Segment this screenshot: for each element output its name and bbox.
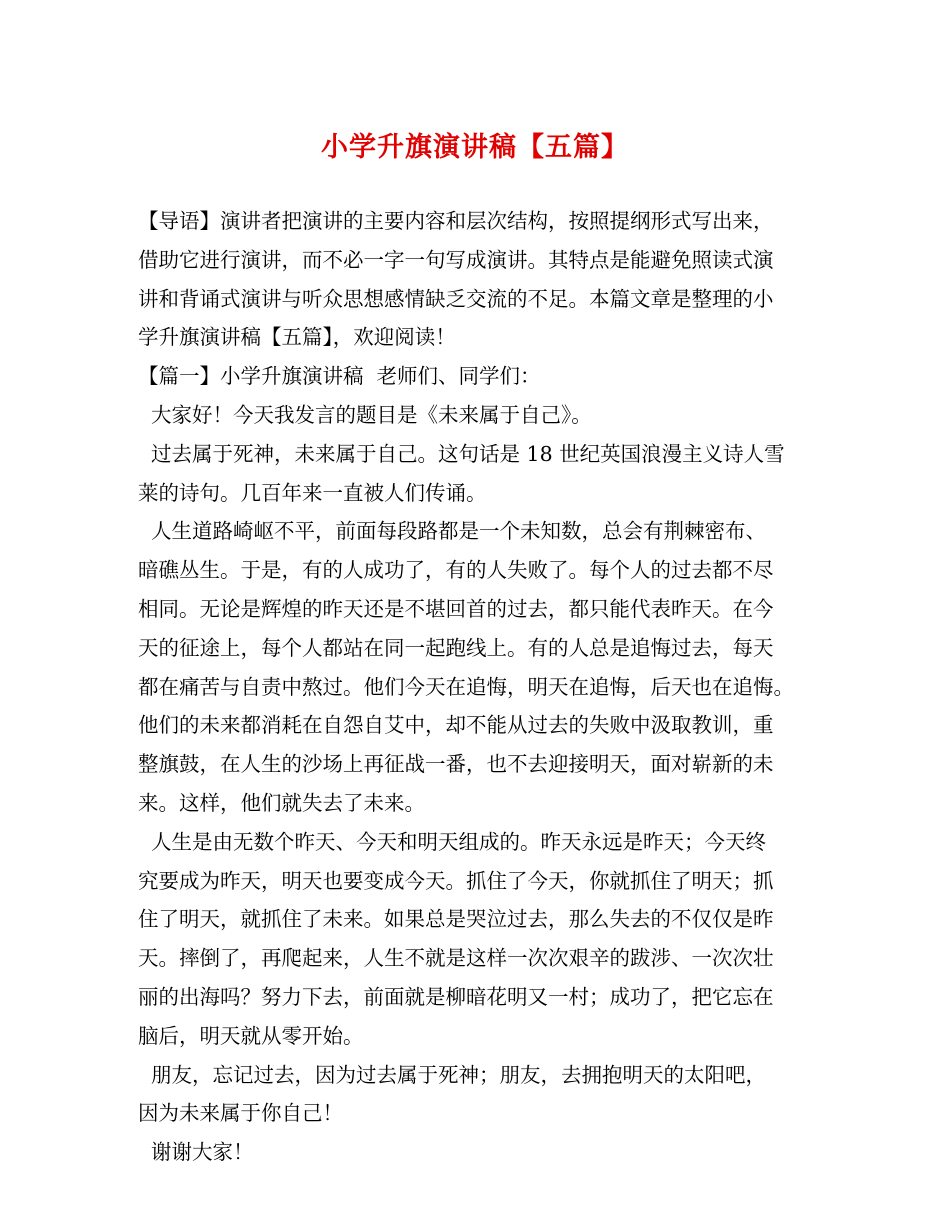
text-line: 因为未来属于你自己！	[138, 1101, 343, 1126]
text-line: 莱的诗句。几百年来一直被人们传诵。	[138, 480, 487, 505]
text-line: 学升旗演讲稿【五篇】，欢迎阅读！	[138, 325, 456, 350]
text-line: 究要成为昨天，明天也要变成今天。抓住了今天，你就抓住了明天；抓	[138, 868, 774, 893]
text-line: 他们的未来都消耗在自怨自艾中，却不能从过去的失败中汲取教训，重	[138, 713, 774, 738]
text-line: 都在痛苦与自责中熬过。他们今天在追悔，明天在追悔，后天也在追悔。	[138, 674, 794, 699]
text-line: 暗礁丛生。于是，有的人成功了，有的人失败了。每个人的过去都不尽	[138, 558, 774, 583]
text-line: 天。摔倒了，再爬起来，人生不就是这样一次次艰辛的跋涉、一次次壮	[138, 946, 774, 971]
text-line: 住了明天，就抓住了未来。如果总是哭泣过去，那么失去的不仅仅是昨	[138, 907, 774, 932]
body-paragraph	[138, 512, 818, 822]
greeting-paragraph	[138, 396, 818, 435]
intro-paragraph	[138, 202, 818, 357]
text-line: 谢谢大家！	[138, 1140, 254, 1165]
text-line: 来。这样，他们就失去了未来。	[138, 790, 425, 815]
text-line: 脑后，明天就从零开始。	[138, 1023, 364, 1048]
text-line: 借助它进行演讲，而不必一字一句写成演讲。其特点是能避免照读式演	[138, 247, 774, 272]
text-line: 【篇一】小学升旗演讲稿 老师们、同学们：	[138, 364, 541, 389]
text-line: 人生道路崎岖不平，前面每段路都是一个未知数，总会有荆棘密布、	[138, 519, 767, 544]
document-body	[138, 202, 818, 1172]
text-line: 整旗鼓，在人生的沙场上再征战一番，也不去迎接明天，面对崭新的未	[138, 752, 774, 777]
text-line: 过去属于死神，未来属于自己。这句话是 18 世纪英国浪漫主义诗人雪	[138, 441, 785, 466]
text-line: 丽的出海吗？努力下去，前面就是柳暗花明又一村；成功了，把它忘在	[138, 984, 774, 1009]
text-line: 朋友，忘记过去，因为过去属于死神；朋友，去拥抱明天的太阳吧，	[138, 1062, 767, 1087]
text-line: 【导语】演讲者把演讲的主要内容和层次结构，按照提纲形式写出来，	[138, 209, 774, 233]
body-paragraph	[138, 823, 818, 1056]
body-paragraph	[138, 1056, 818, 1134]
document-title: 小学升旗演讲稿【五篇】	[321, 132, 629, 163]
body-paragraph	[138, 435, 818, 513]
closing-paragraph	[138, 1133, 818, 1172]
text-line: 相同。无论是辉煌的昨天还是不堪回首的过去，都只能代表昨天。在今	[138, 596, 774, 621]
text-line: 讲和背诵式演讲与听众思想感情缺乏交流的不足。本篇文章是整理的小	[138, 286, 774, 311]
text-line: 大家好！今天我发言的题目是《未来属于自己》。	[138, 402, 592, 427]
text-line: 人生是由无数个昨天、今天和明天组成的。昨天永远是昨天；今天终	[138, 829, 767, 854]
text-line: 天的征途上，每个人都站在同一起跑线上。有的人总是追悔过去，每天	[138, 635, 774, 660]
section-heading	[138, 357, 818, 396]
